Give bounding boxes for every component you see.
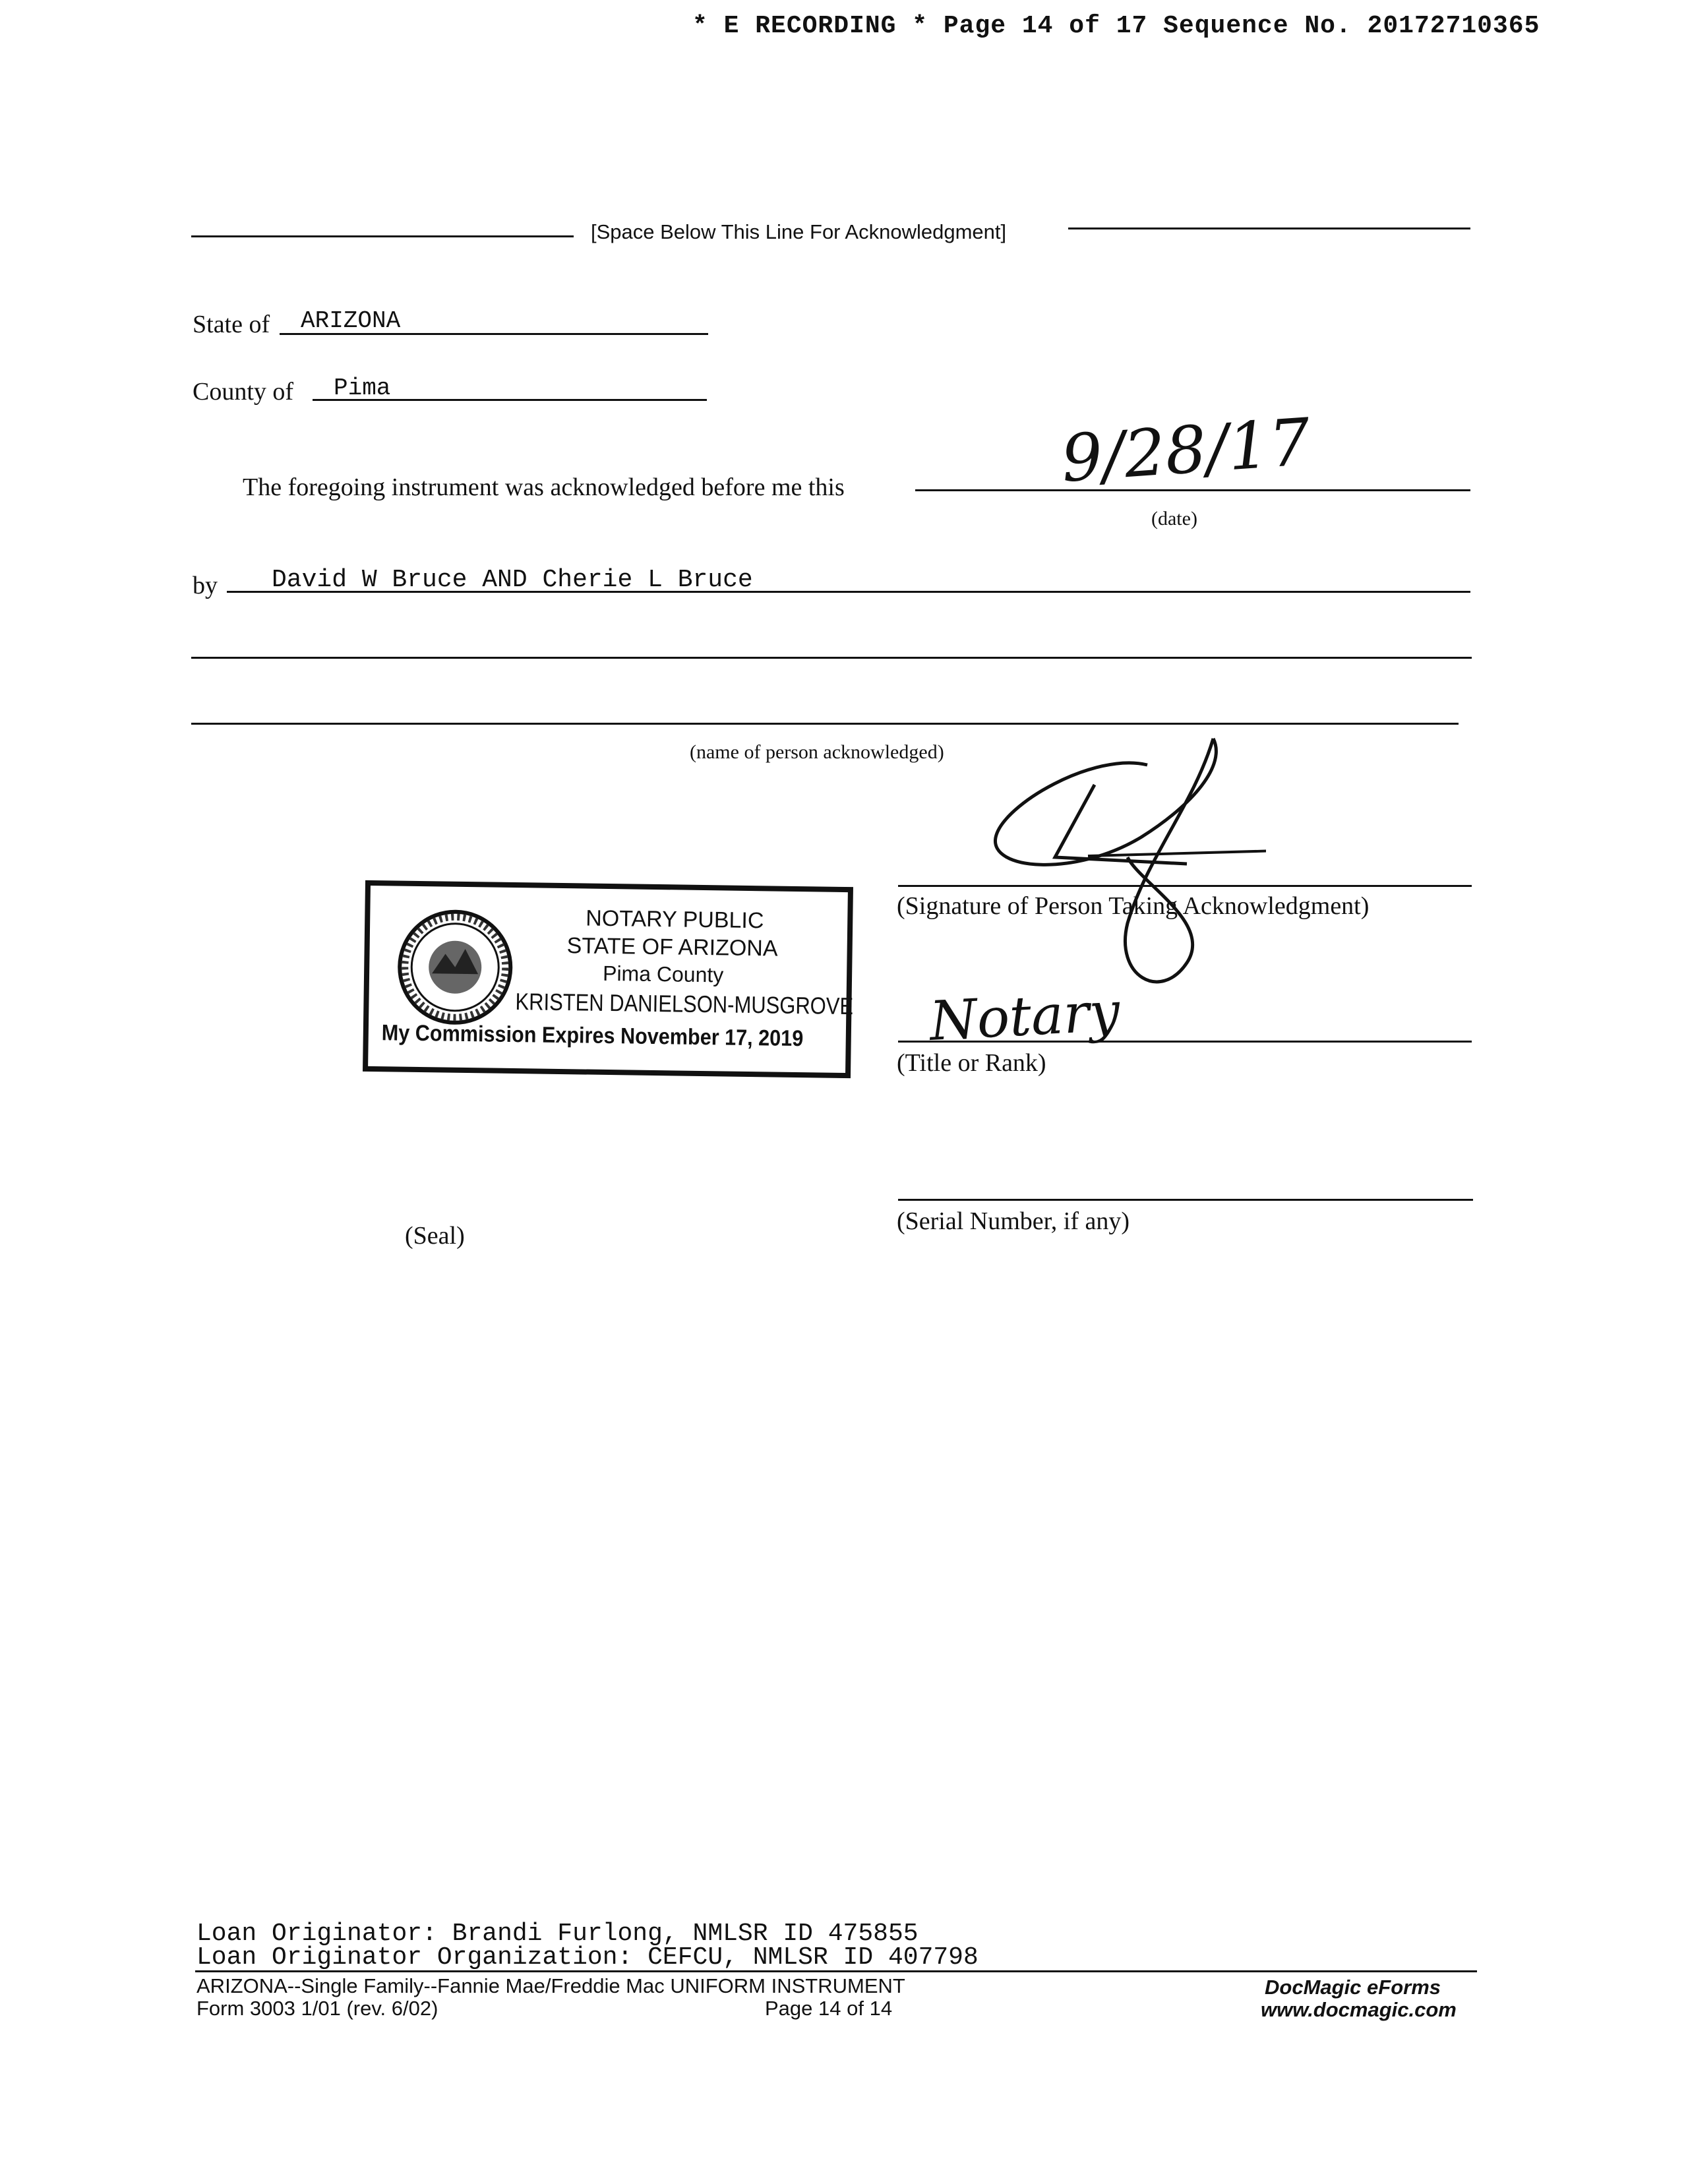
handwritten-signature-icon	[976, 725, 1266, 1009]
form-title: ARIZONA--Single Family--Fannie Mae/Freddie Mac UNIFORM INSTRUMENT	[196, 1974, 905, 1997]
date-rule	[915, 489, 1470, 491]
signature-caption: (Signature of Person Taking Acknowledgment)	[897, 892, 1370, 920]
date-handwritten: 9/28/17	[1059, 404, 1313, 497]
loan-originator-organization: Loan Originator Organization: CEFCU, NMLSR ID 407798	[196, 1943, 979, 1972]
serial-rule	[898, 1199, 1473, 1201]
docmagic-brand-logo: DocMagic eForms	[1265, 1976, 1441, 1999]
seal-line-county: Pima County	[602, 961, 724, 987]
form-number: Form 3003 1/01 (rev. 6/02)	[196, 1997, 438, 2020]
state-label: State of	[193, 311, 270, 338]
acknowledgment-divider-label: [Space Below This Line For Acknowledgment]	[591, 220, 1007, 243]
docmagic-website: www.docmagic.com	[1261, 1998, 1457, 2021]
arizona-seal-icon	[395, 907, 515, 1027]
footer-page: Page 14 of 14	[765, 1997, 893, 2020]
divider-left-rule	[191, 235, 574, 237]
date-caption: (date)	[1151, 508, 1197, 530]
name-caption: (name of person acknowledged)	[690, 741, 944, 763]
by-label: by	[193, 572, 218, 599]
name-blank-rule-1	[191, 657, 1472, 659]
loan-originator: Loan Originator: Brandi Furlong, NMLSR ID 475855	[196, 1920, 919, 1948]
seal-caption: (Seal)	[405, 1222, 465, 1250]
seal-line-commission: My Commission Expires November 17, 2019	[381, 1020, 804, 1052]
seal-line-state: STATE OF ARIZONA	[566, 933, 778, 961]
seal-line-name: KRISTEN DANIELSON-MUSGROVE	[515, 988, 854, 1020]
title-caption: (Title or Rank)	[897, 1049, 1046, 1077]
serial-caption: (Serial Number, if any)	[897, 1207, 1130, 1235]
name-blank-rule-2	[191, 723, 1459, 725]
notary-seal-stamp	[363, 880, 853, 1078]
title-handwritten: Notary	[928, 980, 1122, 1053]
county-label: County of	[193, 378, 294, 406]
divider-right-rule	[1068, 228, 1470, 229]
state-value: ARIZONA	[301, 307, 401, 334]
recording-header: * E RECORDING * Page 14 of 17 Sequence No. 20172710365	[692, 12, 1540, 40]
instrument-text: The foregoing instrument was acknowledged before me this	[243, 473, 845, 501]
by-value: David W Bruce AND Cherie L Bruce	[272, 566, 753, 594]
footer-rule	[195, 1970, 1477, 1972]
county-value: Pima	[334, 375, 391, 402]
seal-line-notary-public: NOTARY PUBLIC	[586, 905, 764, 934]
